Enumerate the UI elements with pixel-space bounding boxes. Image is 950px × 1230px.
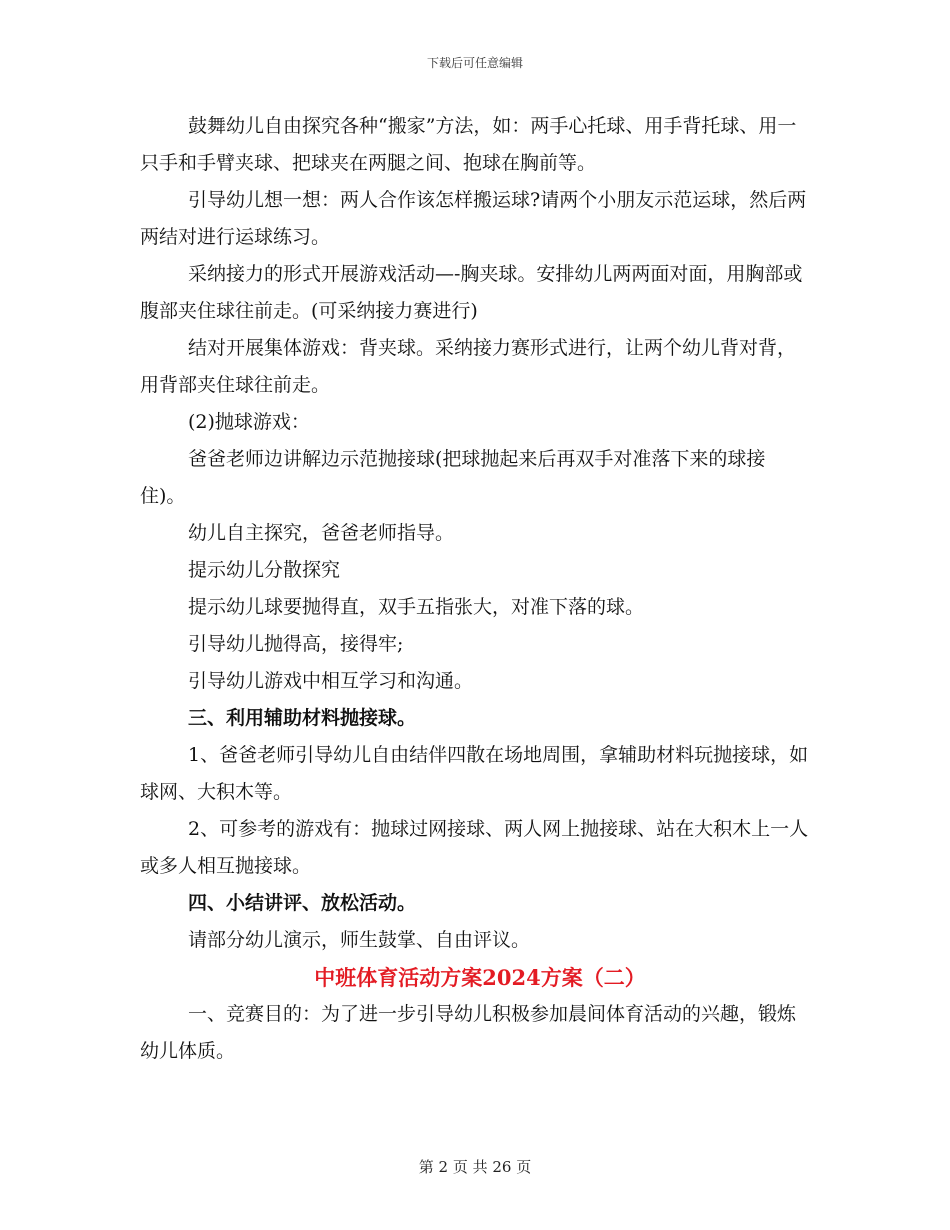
paragraph: 鼓舞幼儿自由探究各种“搬家”方法，如：两手心托球、用手背托球、用一只手和手臂夹球、把球夹在两腿之间、抱球在胸前等。 [140, 115, 797, 174]
paragraph: 2、可参考的游戏有：抛球过网接球、两人网上抛接球、站在大积木上一人或多人相互抛接球。 [140, 818, 809, 877]
document-section-title: 中班体育活动方案2024方案（二） [314, 965, 646, 990]
paragraph: 幼儿自主探究，爸爸老师指导。 [188, 522, 455, 544]
section-heading: 四、小结讲评、放松活动。 [188, 892, 417, 914]
paragraph: 一、竞赛目的：为了进一步引导幼儿积极参加晨间体育活动的兴趣，锻炼幼儿体质。 [140, 1003, 797, 1062]
page-footer: 第 2 页 共 26 页 [418, 1158, 532, 1176]
paragraph: 引导幼儿抛得高，接得牢; [188, 633, 404, 655]
paragraph: 提示幼儿球要抛得直，双手五指张大，对准下落的球。 [188, 596, 645, 618]
paragraph: 爸爸老师边讲解边示范抛接球(把球抛起来后再双手对准落下来的球接住)。 [140, 448, 766, 507]
page-header: 下载后可任意编辑 [426, 56, 523, 70]
paragraph: 提示幼儿分散探究 [188, 559, 341, 581]
paragraph: 1、爸爸老师引导幼儿自由结伴四散在场地周围，拿辅助材料玩抛接球，如球网、大积木等。 [140, 744, 809, 803]
section-heading: 三、利用辅助材料抛接球。 [188, 707, 417, 729]
paragraph: 采纳接力的形式开展游戏活动—-胸夹球。安排幼儿两两面对面，用胸部或腹部夹住球往前走。(可采纳接力赛进行) [140, 263, 803, 322]
paragraph: 请部分幼儿演示，师生鼓掌、自由评议。 [188, 929, 531, 951]
paragraph: 引导幼儿想一想：两人合作该怎样搬运球?请两个小朋友示范运球，然后两两结对进行运球练习。 [140, 189, 807, 248]
paragraph: 引导幼儿游戏中相互学习和沟通。 [188, 670, 474, 692]
document-body [140, 108, 810, 1070]
subheading: (2)抛球游戏： [188, 411, 310, 433]
paragraph: 结对开展集体游戏：背夹球。采纳接力赛形式进行，让两个幼儿背对背，用背部夹住球往前走。 [140, 337, 797, 396]
